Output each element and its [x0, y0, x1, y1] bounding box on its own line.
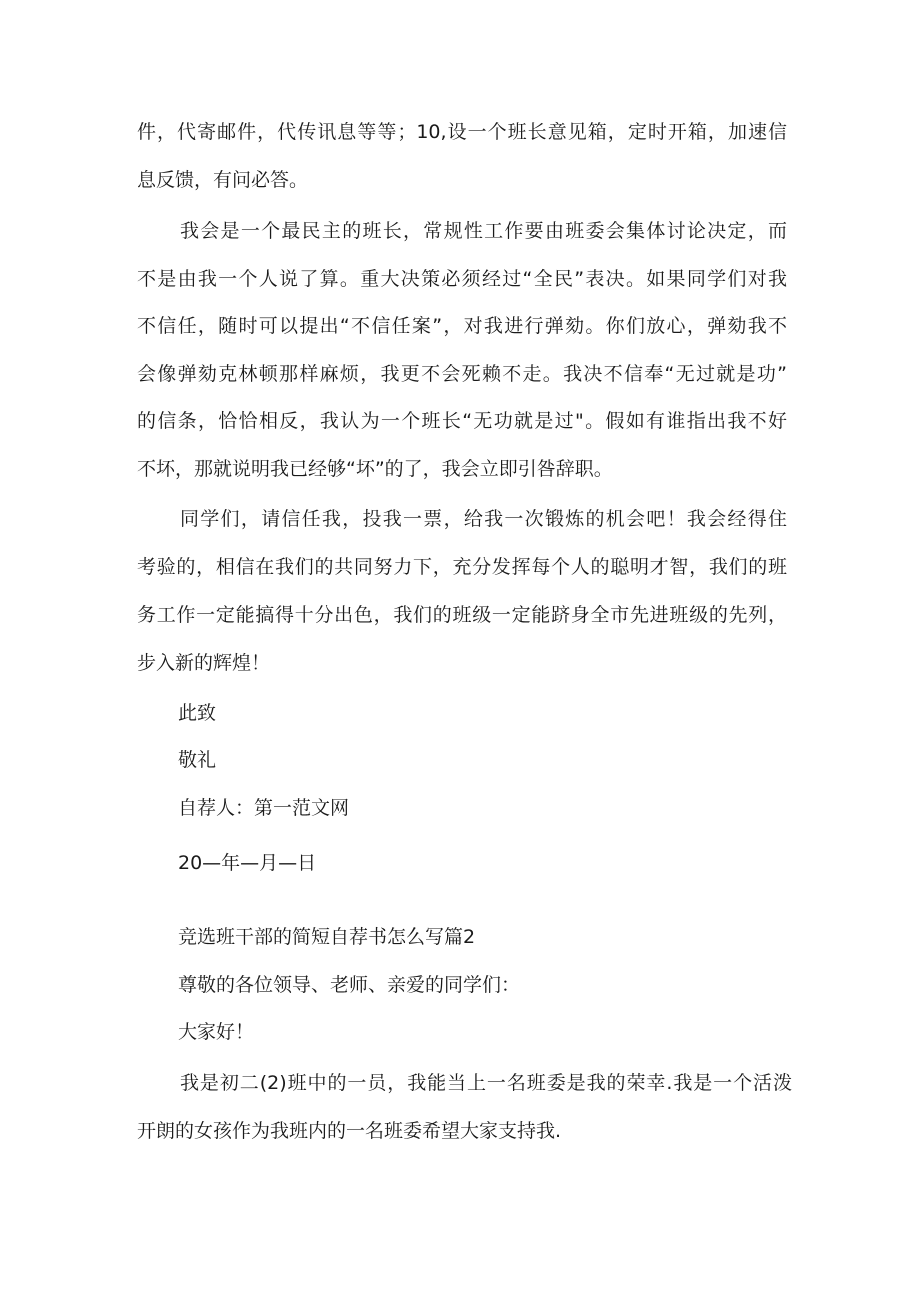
text-line: 件，代寄邮件，代传讯息等等；10,设一个班长意见箱，定时开箱，加速信 — [137, 121, 787, 143]
paragraph-start-line: 我是初二(2)班中的一员，我能当上一名班委是我的荣幸.我是一个活泼 — [180, 1072, 792, 1094]
text-line: 会像弹劾克林顿那样麻烦，我更不会死赖不走。我决不信奉“无过就是功” — [137, 363, 787, 385]
paragraph-start-line: 我会是一个最民主的班长，常规性工作要由班委会集体讨论决定，而 — [180, 220, 787, 242]
text-line: 不是由我一个人说了算。重大决策必须经过“全民”表决。如果同学们对我 — [137, 268, 787, 290]
closing-line: 敬礼 — [178, 749, 217, 771]
text-line: 不信任，随时可以提出“不信任案”，对我进行弹劾。你们放心，弹劾我不 — [137, 315, 787, 337]
text-line: 开朗的女孩作为我班内的一名班委希望大家支持我. — [137, 1120, 562, 1142]
text-line: 的信条，恰恰相反，我认为一个班长“无功就是过"。假如有谁指出我不好 — [137, 410, 787, 432]
salutation-line: 尊敬的各位领导、老师、亲爱的同学们： — [178, 974, 521, 996]
text-line: 不坏，那就说明我已经够“坏”的了，我会立即引咎辞职。 — [137, 458, 613, 480]
text-line: 息反馈，有问必答。 — [137, 169, 309, 191]
closing-line: 此致 — [178, 702, 217, 724]
section-heading: 竞选班干部的简短自荐书怎么写篇2 — [178, 926, 476, 948]
date-line: 20—年—月—日 — [178, 852, 317, 874]
signature-line: 自荐人：第一范文网 — [178, 797, 350, 819]
text-line: 考验的，相信在我们的共同努力下，充分发挥每个人的聪明才智，我们的班 — [137, 556, 787, 578]
text-line: 步入新的辉煌！ — [137, 652, 271, 674]
greeting-line: 大家好！ — [178, 1021, 255, 1043]
paragraph-start-line: 同学们，请信任我，投我一票，给我一次锻炼的机会吧！我会经得住 — [180, 508, 787, 530]
text-line: 务工作一定能搞得十分出色，我们的班级一定能跻身全市先进班级的先列， — [137, 604, 787, 626]
